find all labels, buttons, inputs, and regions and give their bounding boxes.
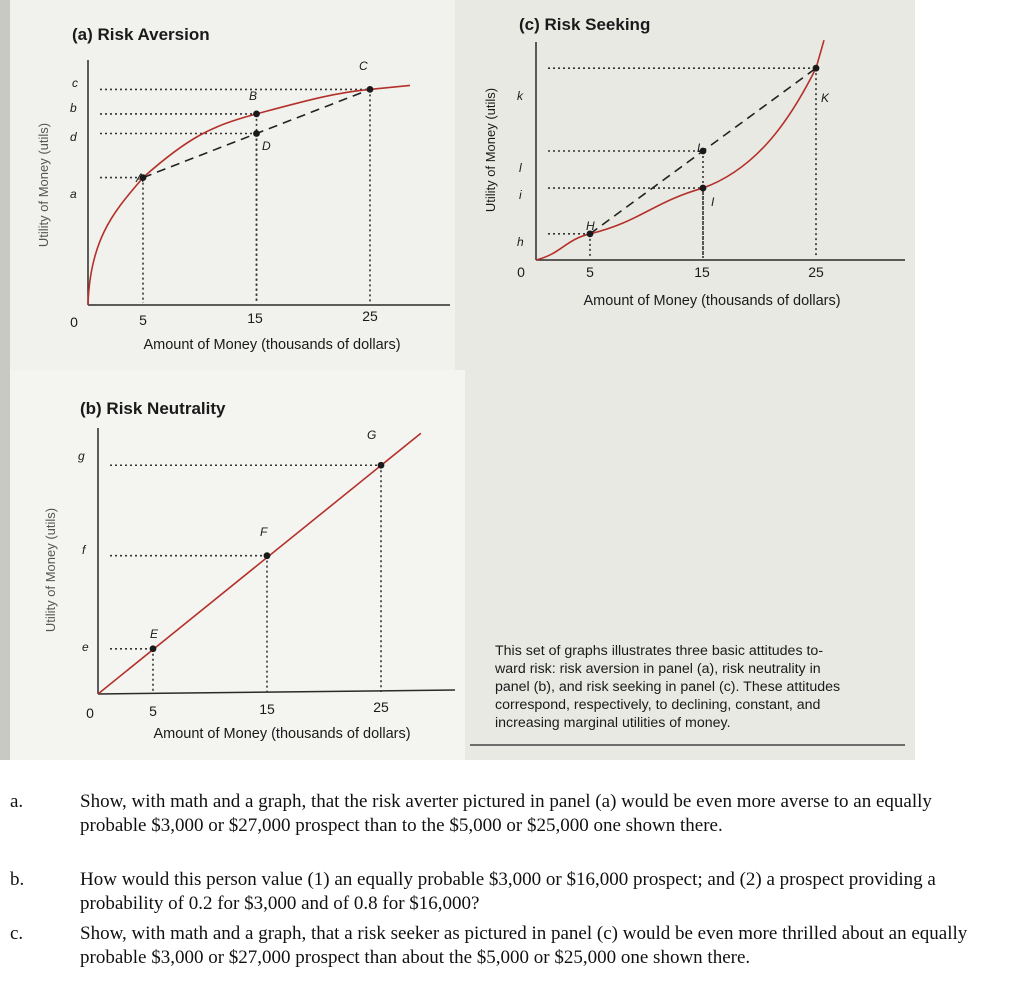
panel-a-x-tick-0: 0	[70, 314, 78, 330]
point-C	[367, 86, 374, 93]
panel-c-point-label-K: K	[821, 91, 830, 105]
panel-c-y-tick-l: l	[519, 161, 522, 175]
panel-b-x-tick-25: 25	[373, 699, 389, 715]
caption-line-5: increasing marginal utilities of money.	[495, 715, 731, 731]
panel-c-y-tick-k: k	[517, 89, 523, 103]
panel-b-x-axis-label: Amount of Money (thousands of dollars)	[153, 726, 411, 742]
caption-line-1: This set of graphs illustrates three basic attitudes to-	[495, 643, 824, 659]
panel-c-point-label-H: H	[586, 219, 595, 233]
panel-a-y-tick-b: b	[70, 101, 77, 115]
question-a-text: Show, with math and a graph, that the risk averter pictured in panel (a) would be even more averse to an equally probable $3,000 or $27,000 prospect than to the $5,000 or $25,000 one shown there.	[80, 791, 932, 836]
caption-line-3: panel (b), and risk seeking in panel (c). These attitudes	[495, 679, 841, 695]
panel-b-y-axis-label: Utility of Money (utils)	[43, 507, 58, 633]
panel-c-x-tick-25: 25	[808, 264, 824, 280]
question-c-text: Show, with math and a graph, that a risk seeker as pictured in panel (c) would be even more thrilled about an equally probable $3,000 or $27,000 prospect than about the $5,000 or $25,000 one shown there.	[80, 923, 968, 968]
point-K	[813, 65, 820, 72]
panel-a-background	[0, 0, 455, 370]
panel-c-x-tick-0: 0	[517, 264, 525, 280]
panel-c-y-tick-i: i	[519, 188, 522, 202]
panel-a-x-tick-15: 15	[247, 310, 263, 326]
panel-c-x-tick-15: 15	[694, 264, 710, 280]
point-G	[378, 462, 385, 469]
panel-a-point-label-A: A	[136, 171, 145, 185]
panel-c-point-label-L: L	[697, 141, 704, 155]
panel-a-y-tick-d: d	[70, 130, 77, 144]
panel-c-title: (c) Risk Seeking	[519, 15, 651, 34]
panel-c-y-tick-h: h	[517, 235, 524, 249]
panel-a-title: (a) Risk Aversion	[72, 25, 210, 44]
panel-b-x-tick-15: 15	[259, 701, 275, 717]
panel-b-y-tick-g: g	[78, 449, 85, 463]
question-a-label: a.	[10, 791, 24, 812]
caption-line-4: correspond, respectively, to declining, constant, and	[495, 697, 821, 713]
panel-a-point-label-C: C	[359, 59, 368, 73]
page-edge-shadow	[0, 0, 10, 760]
panel-a-y-tick-a: a	[70, 187, 77, 201]
panel-a-y-axis-label: Utility of Money (utils)	[36, 122, 51, 248]
panel-b-point-label-E: E	[150, 627, 159, 641]
panel-b-x-tick-5: 5	[149, 703, 157, 719]
panel-c-y-axis-label: Utility of Money (utils)	[483, 87, 498, 213]
panel-a-x-tick-5: 5	[139, 312, 147, 328]
panel-a-x-tick-25: 25	[362, 308, 378, 324]
panel-c-point-label-I: I	[711, 195, 715, 209]
panel-b-point-label-F: F	[260, 525, 268, 539]
panel-b-background	[0, 370, 465, 760]
panel-b-x-tick-0: 0	[86, 705, 94, 721]
panel-c-x-axis-label: Amount of Money (thousands of dollars)	[583, 293, 841, 309]
panel-a-x-axis-label: Amount of Money (thousands of dollars)	[143, 337, 401, 353]
caption-line-2: ward risk: risk aversion in panel (a), risk neutrality in	[495, 661, 821, 677]
panel-c-x-tick-5: 5	[586, 264, 594, 280]
question-b-label: b.	[10, 869, 25, 890]
panel-b-y-tick-f: f	[82, 543, 86, 557]
point-E	[150, 645, 157, 652]
panel-b-y-tick-e: e	[82, 640, 89, 654]
point-B	[253, 111, 260, 118]
question-c-label: c.	[10, 923, 24, 944]
panel-b-title: (b) Risk Neutrality	[80, 399, 226, 418]
point-D	[253, 130, 260, 137]
question-b-text: How would this person value (1) an equally probable $3,000 or $16,000 prospect; and (2) a prospect providing a probability of 0.2 for $3,000 and of 0.8 for $16,000?	[80, 869, 936, 914]
point-F	[264, 552, 271, 559]
panel-a-y-tick-c: c	[72, 76, 78, 90]
panel-a-point-label-B: B	[249, 89, 258, 103]
panel-b-point-label-G: G	[367, 428, 377, 442]
panel-a-point-label-D: D	[262, 139, 271, 153]
point-I	[700, 185, 707, 192]
